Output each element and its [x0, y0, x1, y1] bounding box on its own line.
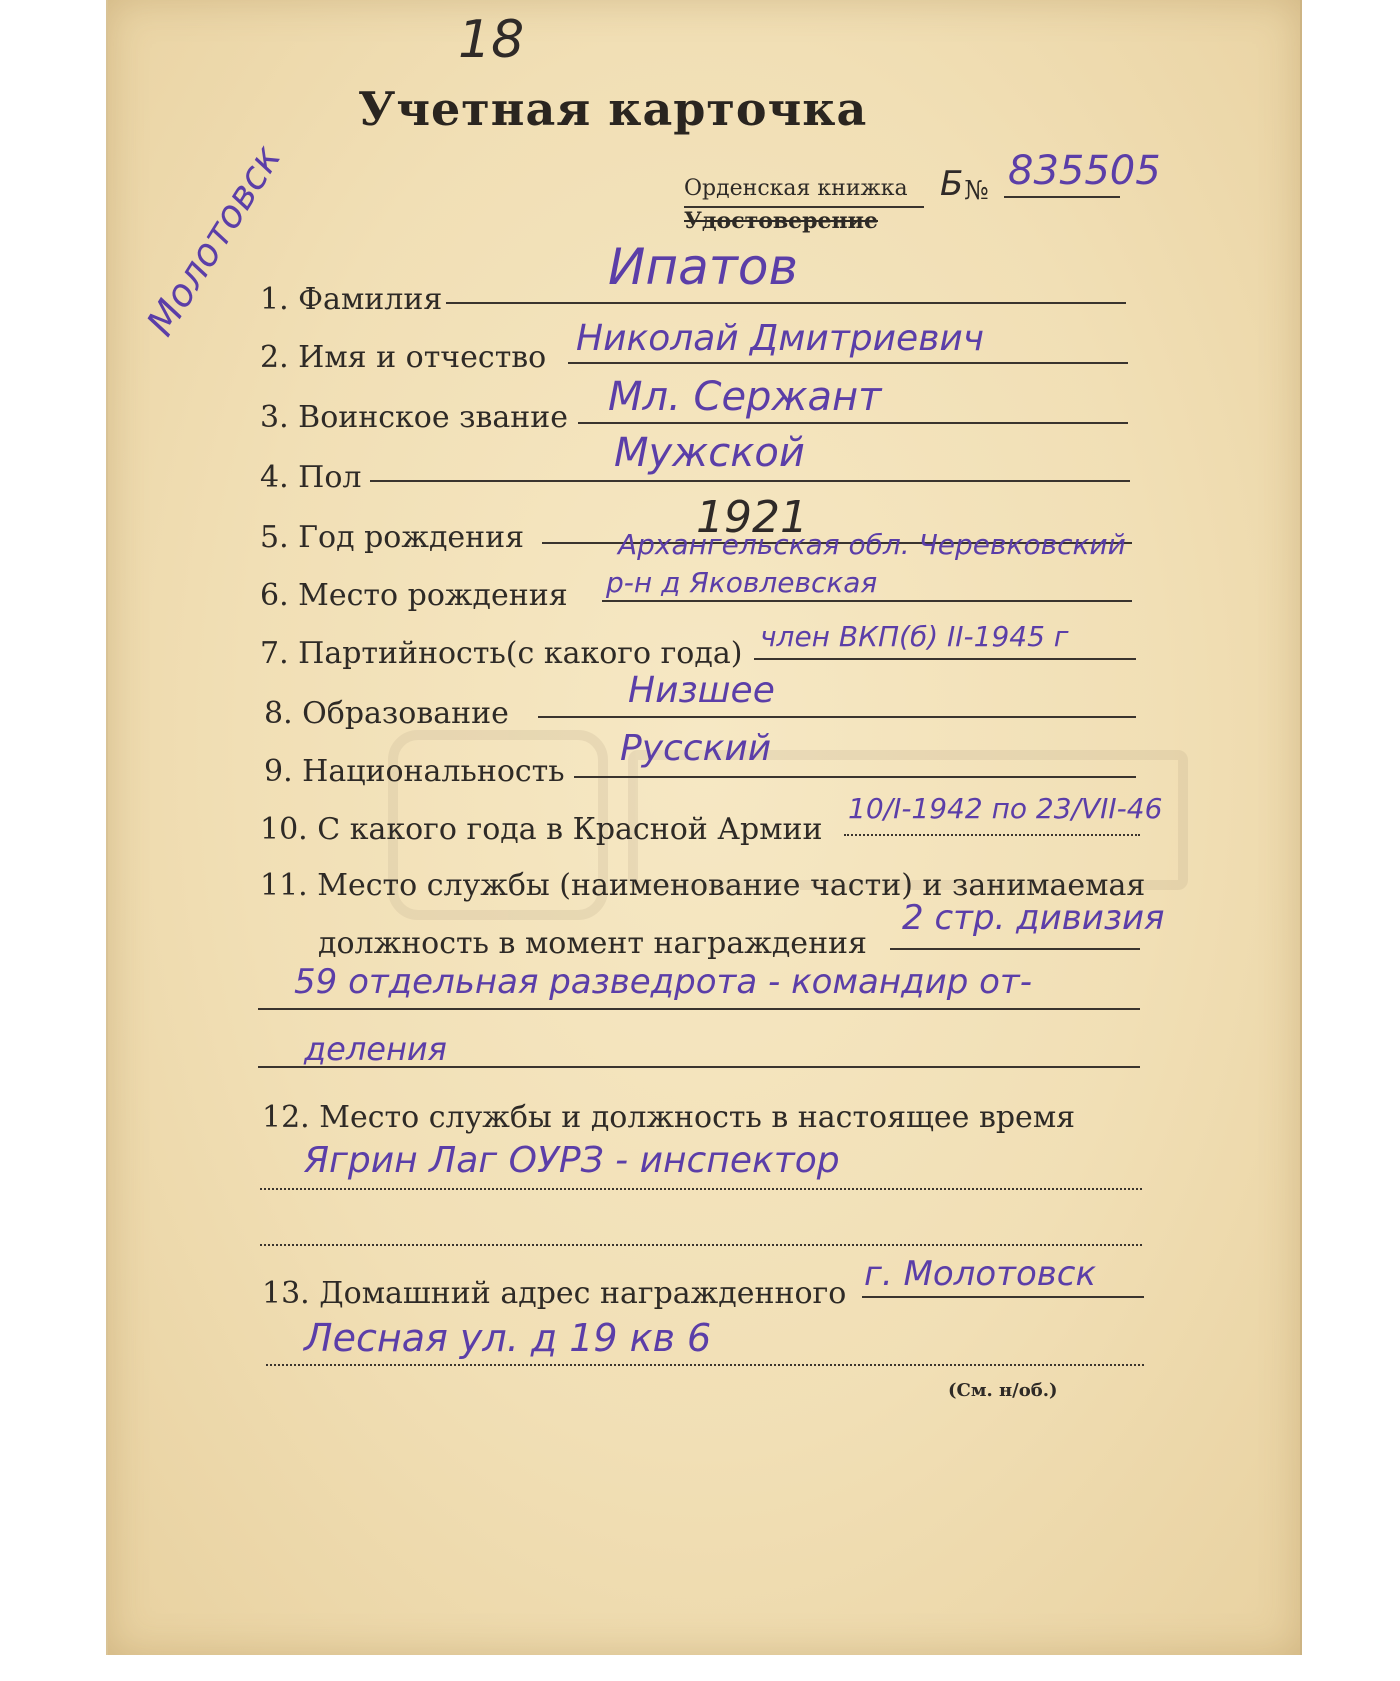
field-value-rank: Мл. Сержант: [608, 374, 882, 420]
field-value-nationality: Русский: [620, 728, 772, 769]
field-label-home-address: 13. Домашний адрес награжденного: [262, 1276, 847, 1311]
field-value-army-since: 10/I-1942 по 23/VII-46: [848, 792, 1163, 825]
field-value-service-line3: деления: [304, 1030, 447, 1068]
card-title: Учетная карточка: [358, 82, 868, 136]
field-value-education: Низшее: [628, 670, 775, 711]
field-value-service-line2: 59 отдельная разведрота - командир от-: [294, 962, 1032, 1002]
field-label-birthplace: 6. Место рождения: [260, 578, 568, 613]
field-value-party: член ВКП(б) II-1945 г: [760, 620, 1069, 653]
field-value-current-service: Ягрин Лаг ОУРЗ - инспектор: [304, 1140, 840, 1181]
order-book-series: Б: [940, 164, 964, 204]
field-value-address-line2: Лесная ул. д 19 кв 6: [304, 1316, 712, 1360]
field-value-sex: Мужской: [614, 430, 805, 476]
field-label-service-line2: должность в момент награждения: [318, 926, 867, 961]
footer-note: (См. н/об.): [948, 1380, 1058, 1401]
field-label-sex: 4. Пол: [260, 460, 362, 495]
field-value-name: Николай Дмитриевич: [576, 318, 985, 359]
certificate-label: Удостоверение: [684, 208, 878, 234]
city-note: Молотовск: [138, 137, 290, 344]
field-label-name: 2. Имя и отчество: [260, 340, 547, 375]
number-sign: №: [964, 176, 989, 206]
field-value-surname: Ипатов: [608, 238, 798, 296]
field-label-rank: 3. Воинское звание: [260, 400, 569, 435]
order-book-number: 835505: [1008, 148, 1161, 194]
field-label-nationality: 9. Национальность: [264, 754, 565, 789]
field-label-party: 7. Партийность(с какого года): [260, 636, 743, 671]
field-label-service-line1: 11. Место службы (наименование части) и занимаемая: [260, 868, 1146, 903]
field-label-birth-year: 5. Год рождения: [260, 520, 525, 555]
field-value-service-line1: 2 стр. дивизия: [902, 898, 1165, 938]
field-label-army-since: 10. С какого года в Красной Армии: [260, 812, 823, 847]
order-book-label: Орденская книжка: [684, 176, 908, 201]
field-label-education: 8. Образование: [264, 696, 509, 731]
field-label-surname: 1. Фамилия: [260, 282, 443, 317]
field-value-address-line1: г. Молотовск: [864, 1254, 1097, 1294]
page-number: 18: [458, 10, 525, 70]
field-value-birth-year: 1921: [696, 492, 808, 543]
field-value-birthplace-line1: Архангельская обл. Черевковский: [618, 528, 1126, 561]
field-label-current-service: 12. Место службы и должность в настоящее время: [262, 1100, 1076, 1135]
field-value-birthplace-line2: р-н д Яковлевская: [606, 566, 878, 599]
record-card: [106, 0, 1302, 1655]
